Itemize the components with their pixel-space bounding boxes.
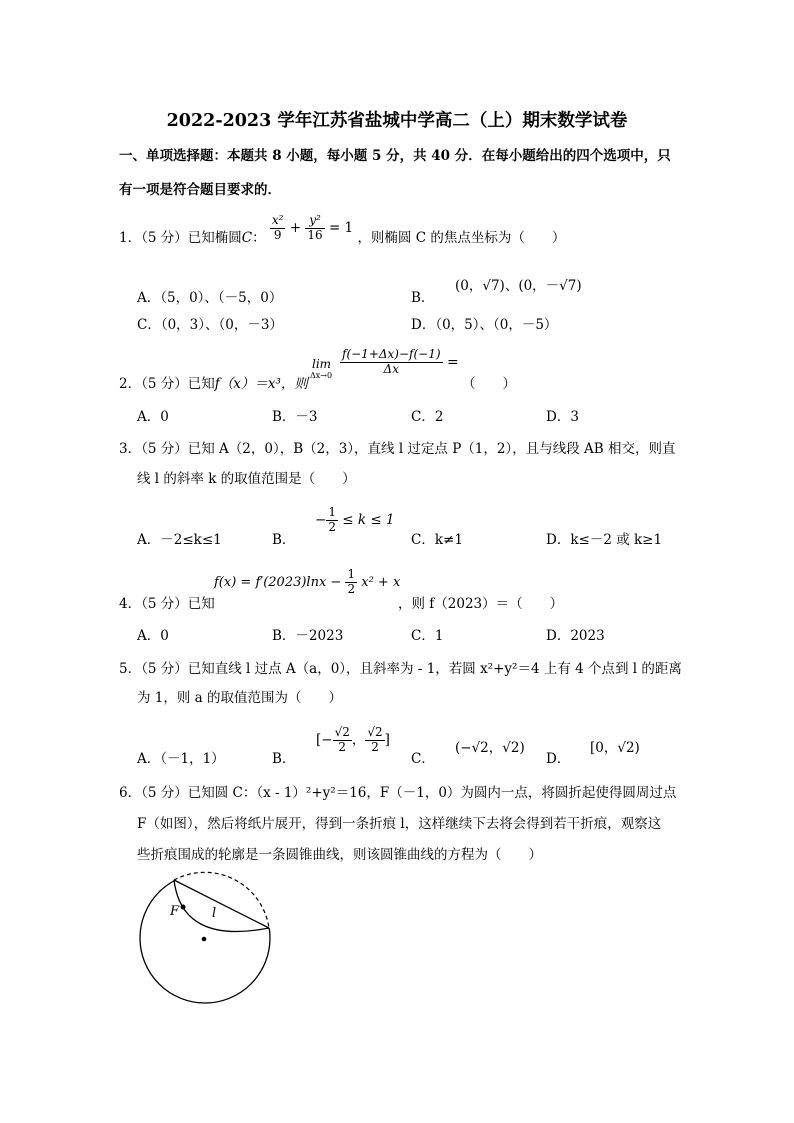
section-heading-line1: 一、单项选择题：本题共 8 小题，每小题 5 分，共 40 分．在每小题给出的四个选项中，只 — [119, 148, 671, 164]
question-2 — [119, 372, 308, 392]
q4-equation: f(x) = f′(2023)lnx − $\frac{1}{2}$ x² + x — [214, 567, 401, 596]
question-3-line1: 3．（5 分）已知 A（2，0），B（2，3），直线 l 过定点 P（1，2），且与线段 AB 相交，则直 — [119, 441, 676, 457]
q5-option-b[interactable]: [− $\frac{√2}{2}$ ， $\frac{√2}{2}$ ] — [316, 725, 390, 754]
question-4-prefix: 4．（5 分）已知 — [119, 596, 215, 612]
q2-prefix: 2．（5 分）已知 — [119, 376, 215, 392]
label-f: F — [170, 904, 180, 919]
dashed-arc — [174, 872, 269, 928]
q4-option-a[interactable]: A．0 — [137, 628, 169, 644]
q2-limit-sub: Δx→0 — [310, 371, 333, 380]
q5-option-c-label[interactable]: C． — [411, 751, 435, 767]
q2-option-a[interactable]: A．0 — [137, 409, 169, 425]
q2-option-b[interactable]: B．－3 — [272, 409, 318, 425]
question-5-line2: 为 1，则 a 的取值范围为（ ） — [137, 690, 343, 706]
q4-suffix: ，则 f（2023）＝（ ） — [398, 596, 564, 612]
q1-prefix: 1．（5 分）已知椭圆 — [119, 229, 242, 246]
q2-option-c[interactable]: C．2 — [411, 409, 444, 425]
q4-option-c[interactable]: C．1 — [411, 628, 444, 644]
q3-option-d[interactable]: D．k≤－2 或 k≥1 — [546, 532, 663, 548]
q3-option-b[interactable]: − $\frac{1}{2}$ ≤ k ≤ 1 — [315, 505, 395, 534]
q1-option-d[interactable]: D．（0，5）、（0，－5） — [411, 317, 558, 333]
q5-option-c[interactable]: (−√2，√2) — [455, 740, 525, 756]
q2-fx: f（x）＝x³，则 — [214, 376, 308, 392]
q1-frac-y: $\frac{\text{y²}}{16}$ — [307, 213, 323, 242]
q1-option-b[interactable]: (0，√7)、(0，－√7) — [455, 278, 582, 294]
question-6-line2: F（如图），然后将纸片展开，得到一条折痕 l，这样继续下去将会得到若干折痕，观察这 — [137, 816, 662, 832]
question-5-line1: 5．（5 分）已知直线 l 过点 A（a，0），且斜率为 - 1，若圆 x²+y²＝4 上有 4 个点到 l 的距离 — [119, 661, 682, 677]
center-point — [202, 937, 207, 942]
page-title: 2022-2023 学年江苏省盐城中学高二（上）期末数学试卷 — [166, 111, 628, 131]
q2-fraction: $\frac{f(-1+\Delta x)-f(-1)}{\Delta x}$ = — [342, 347, 459, 376]
q3-option-a[interactable]: A．－2≤k≤1 — [137, 532, 222, 548]
question-1: 1．（5 分）已知椭圆C： $\frac{\text{x²}}{9}$ + $\frac{\text{y²}}{16}$ = 1 ，则椭圆 C 的焦点坐标为（ ） — [119, 213, 566, 246]
q2-option-d[interactable]: D．3 — [546, 409, 579, 425]
q1-frac-x: $\frac{\text{x²}}{9}$ — [271, 213, 284, 242]
folded-circle-figure — [130, 860, 280, 1010]
q4-option-b[interactable]: B．－2023 — [272, 628, 344, 644]
fold-line-l — [174, 880, 269, 928]
q1-option-b-label[interactable]: B． — [411, 290, 435, 306]
q1-option-c[interactable]: C．（0，3）、（0，－3） — [137, 317, 283, 333]
question-6-line3: 些折痕围成的轮廓是一条圆锥曲线，则该圆锥曲线的方程为（ ） — [137, 847, 542, 863]
q2-suffix: （ ） — [462, 376, 516, 392]
q1-c: C — [241, 229, 253, 246]
section-heading-line2: 有一项是符合题目要求的． — [119, 182, 281, 198]
q1-colon: ： — [252, 229, 266, 246]
q3-option-b-label[interactable]: B． — [272, 532, 296, 548]
point-f — [181, 905, 186, 910]
mask-arc — [174, 872, 269, 928]
q2-limit: lim — [312, 357, 332, 371]
q1-option-a[interactable]: A．（5，0）、（－5，0） — [137, 290, 283, 306]
q5-option-d[interactable]: [0，√2) — [590, 740, 640, 756]
question-6-line1: 6．（5 分）已知圆 C：（x - 1）²+y²＝16，F（－1，0）为圆内一点，将圆折起使得圆周过点 — [119, 785, 677, 801]
q1-suffix: ，则椭圆 C 的焦点坐标为（ ） — [357, 229, 566, 246]
q4-option-d[interactable]: D．2023 — [546, 628, 605, 644]
q3-option-c[interactable]: C．k≠1 — [411, 532, 463, 548]
question-3-line2: 线 l 的斜率 k 的取值范围是（ ） — [137, 471, 356, 487]
q1-eq-rest: = 1 — [328, 219, 354, 236]
q5-option-a[interactable]: A．（－1，1） — [137, 751, 225, 767]
q5-option-d-label[interactable]: D． — [546, 751, 571, 767]
q5-option-b-label[interactable]: B． — [272, 751, 296, 767]
label-l: l — [212, 906, 217, 921]
